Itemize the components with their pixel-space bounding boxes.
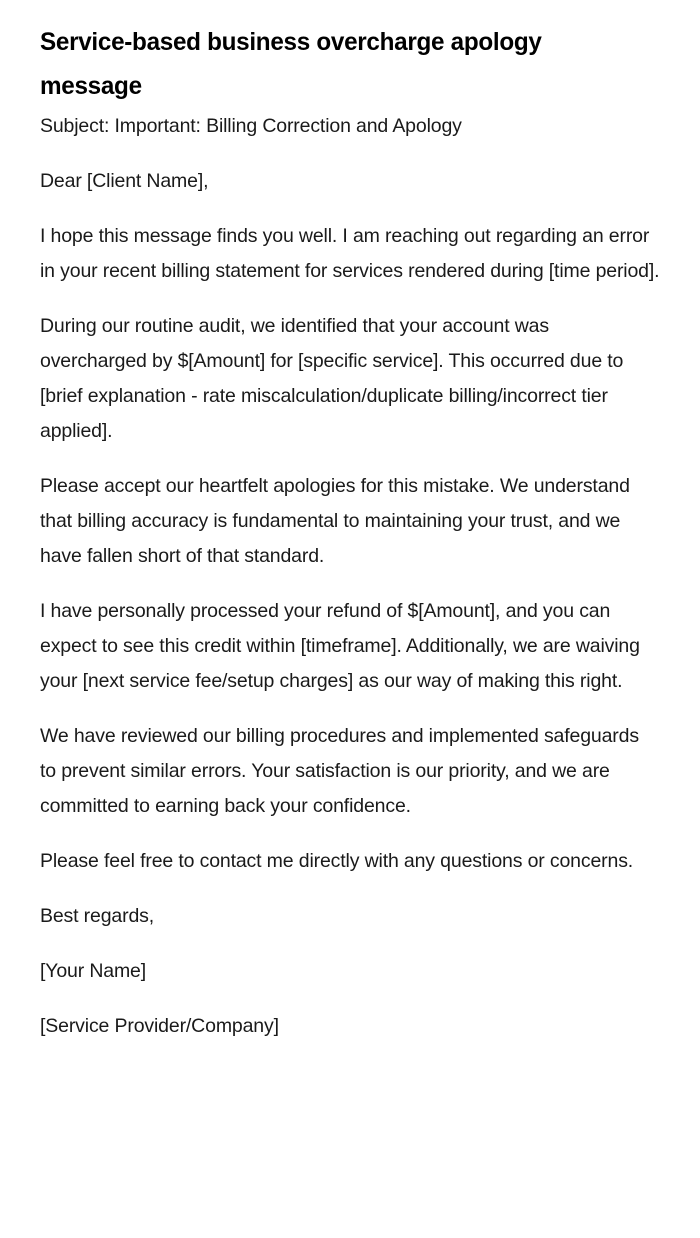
paragraph-safeguards: We have reviewed our billing procedures and implemented safeguards to prevent similar errors. Your satisfaction is our priority, and we are committed to earning back your confidence. xyxy=(40,725,639,817)
email-subject: Subject: Important: Billing Correction and Apology xyxy=(40,115,462,137)
paragraph-contact: Please feel free to contact me directly with any questions or concerns. xyxy=(40,850,634,872)
page-title: Service-based business overcharge apology message xyxy=(40,28,542,100)
signature-name: [Your Name] xyxy=(40,960,147,982)
paragraph-explanation: During our routine audit, we identified that your account was overcharged by $[Amount] for [specific service]. This occurred due to [brief explanation - rate miscalculation/duplicate billing/incorrect tier applied]. xyxy=(40,315,624,442)
paragraph-apology: Please accept our heartfelt apologies for this mistake. We understand that billing accuracy is fundamental to maintaining your trust, and we have fallen short of that standard. xyxy=(40,475,630,567)
paragraph-refund: I have personally processed your refund of $[Amount], and you can expect to see this credit within [timeframe]. Additionally, we are waiving your [next service fee/setup charges] as our way of making this right. xyxy=(40,600,640,692)
paragraph-intro: I hope this message finds you well. I am reaching out regarding an error in your recent billing statement for services rendered during [time period]. xyxy=(40,225,660,282)
signature-company: [Service Provider/Company] xyxy=(40,1015,279,1037)
closing: Best regards, xyxy=(40,905,155,927)
salutation: Dear [Client Name], xyxy=(40,170,209,192)
